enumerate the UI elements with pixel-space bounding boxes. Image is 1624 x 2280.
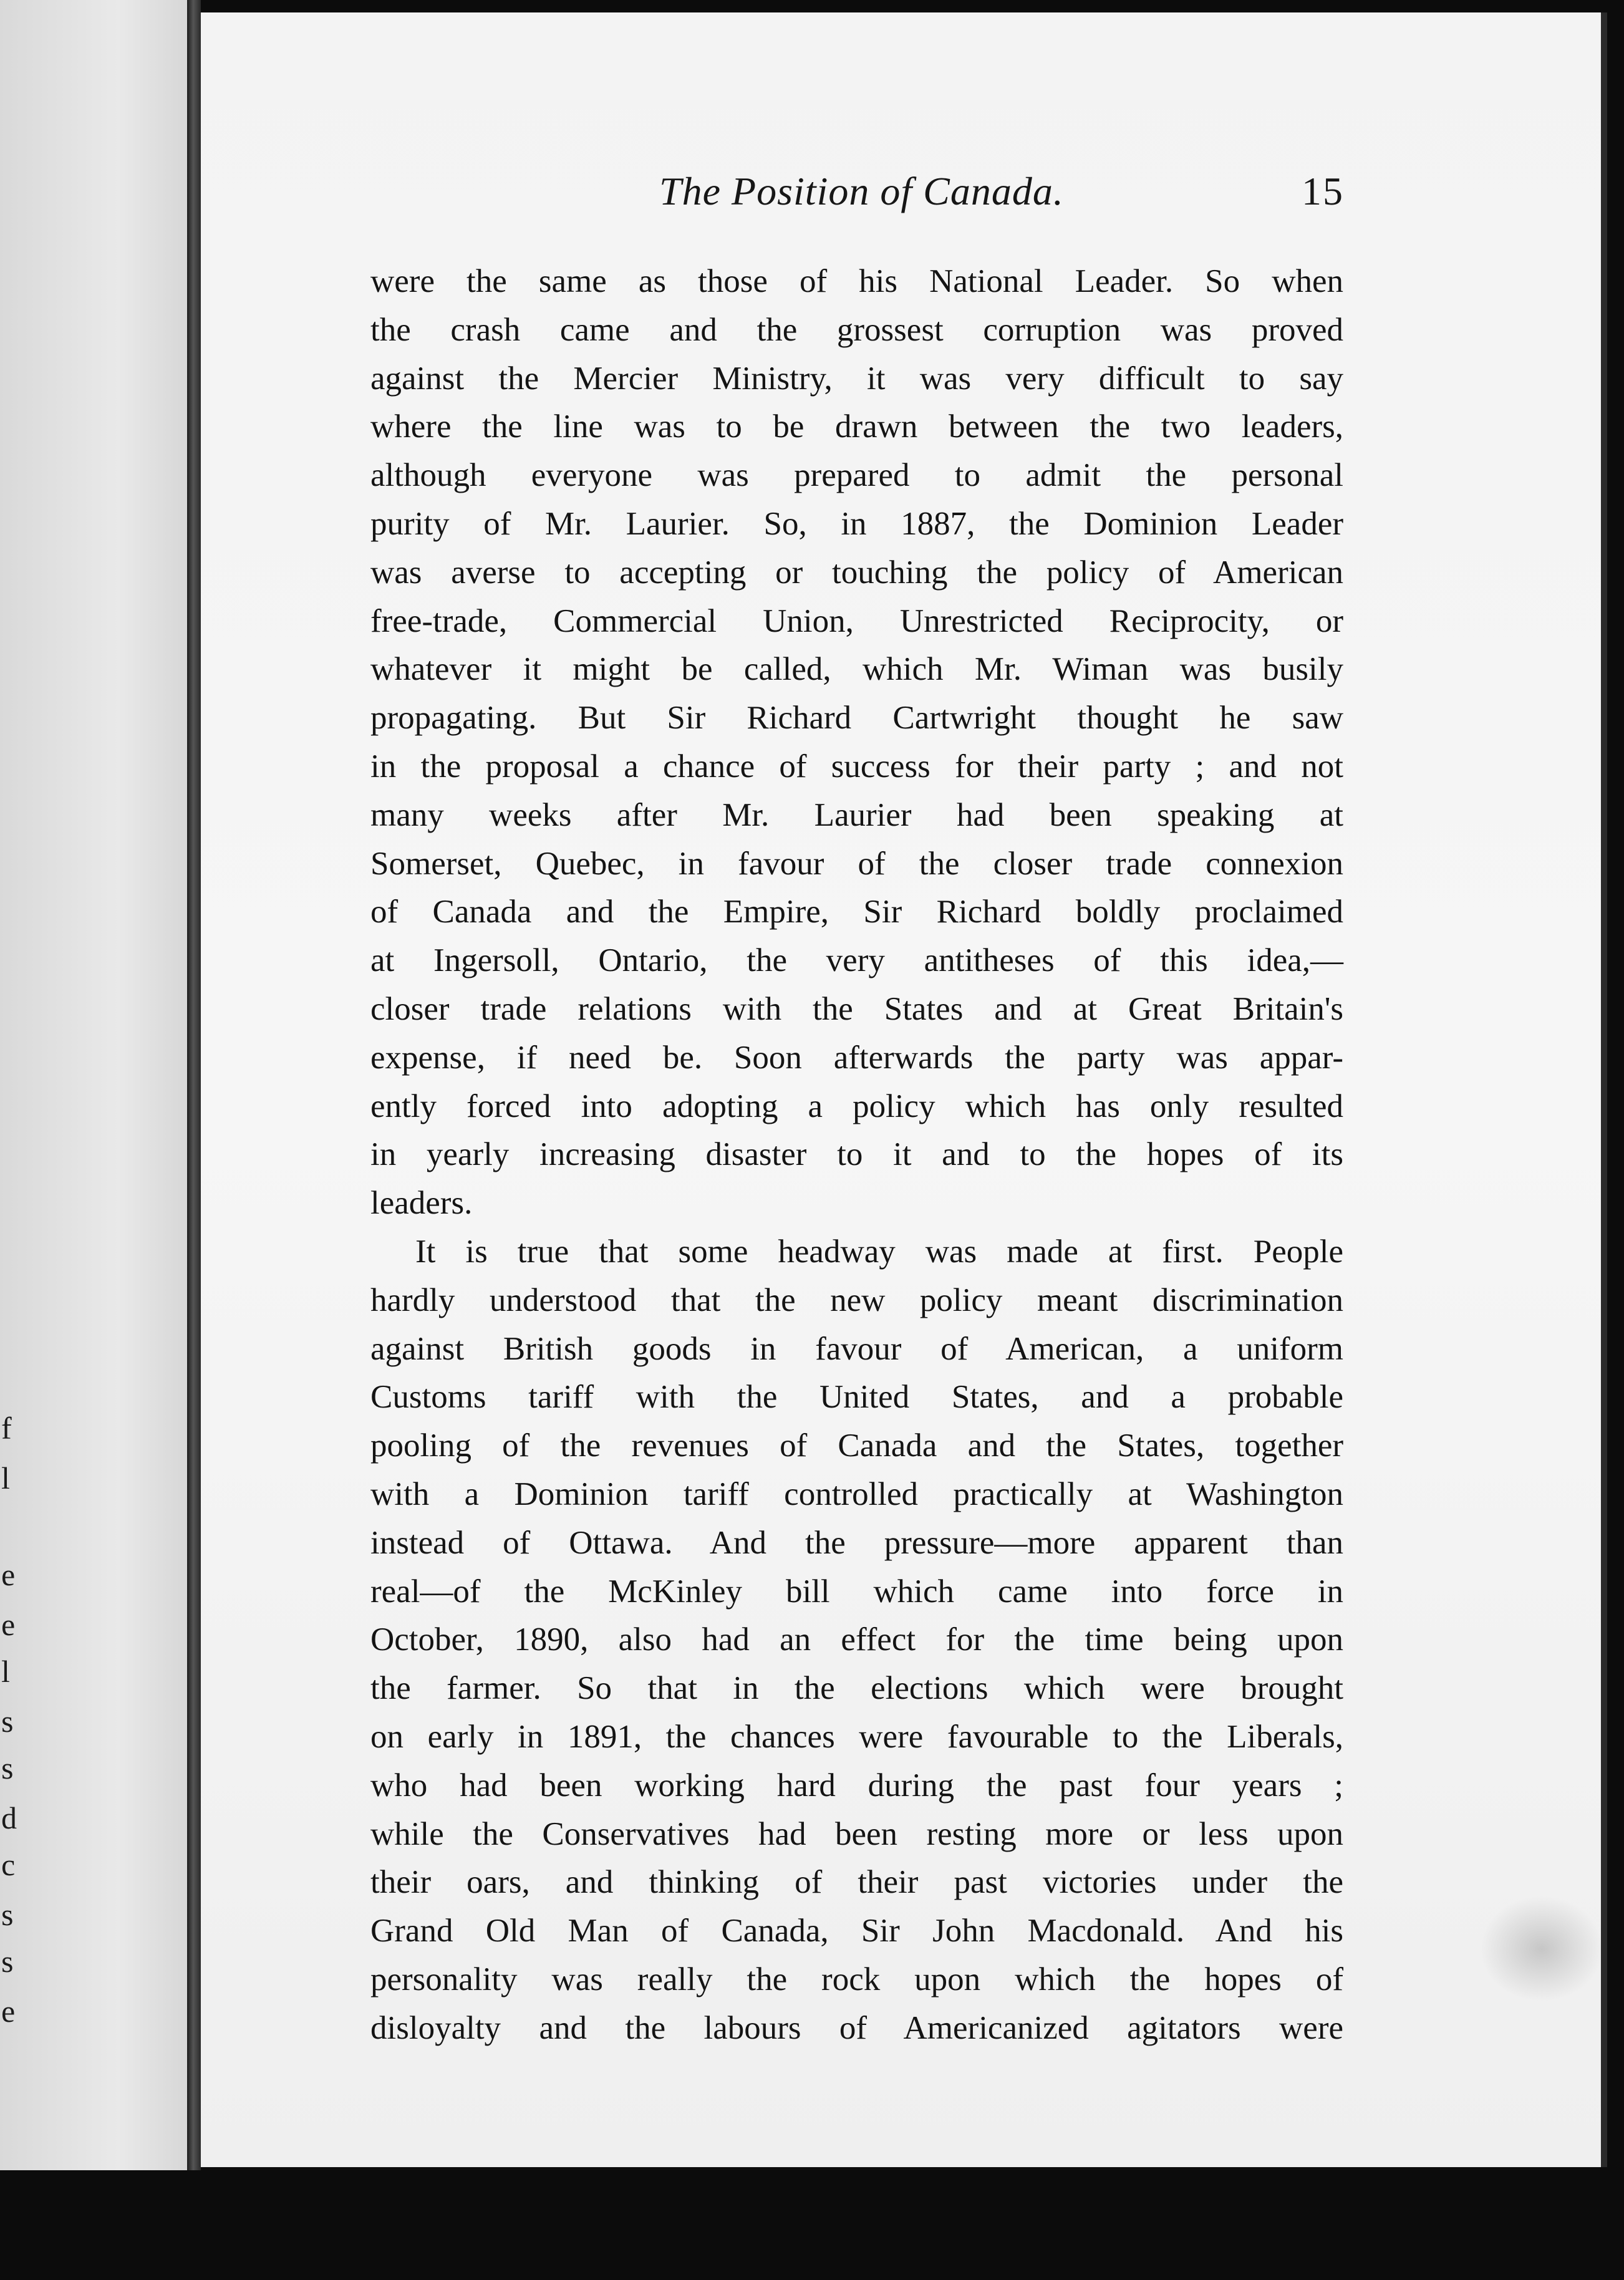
binding-fold xyxy=(187,0,201,2170)
previous-page-margin-text xyxy=(0,0,19,2170)
text-line: October, 1890, also had an effect for the time being upon xyxy=(370,1621,1343,1658)
margin-letter: d xyxy=(1,1800,17,1835)
text-line: disloyalty and the labours of Americanized agitators were xyxy=(370,2009,1343,2046)
text-line: pooling of the revenues of Canada and the States, together xyxy=(370,1427,1343,1464)
text-line: personality was really the rock upon which the hopes of xyxy=(370,1961,1343,1997)
text-line: were the same as those of his National Leader. So when xyxy=(370,263,1343,299)
text-line: propagating. But Sir Richard Cartwright thought he saw xyxy=(370,700,1343,737)
text-line: Grand Old Man of Canada, Sir John Macdonald. And his xyxy=(370,1913,1343,1949)
text-line: at Ingersoll, Ontario, the very antitheses of this idea,— xyxy=(370,942,1343,979)
margin-letter: s xyxy=(1,1751,14,1785)
text-line: whatever it might be called, which Mr. Wiman was busily xyxy=(370,651,1343,688)
text-line: expense, if need be. Soon afterwards the party was appar- xyxy=(370,1039,1343,1076)
text-line: while the Conservatives had been resting more or less upon xyxy=(370,1815,1343,1852)
text-line: purity of Mr. Laurier. So, in 1887, the Dominion Leader xyxy=(370,505,1343,542)
running-head xyxy=(201,168,1370,218)
text-line: the crash came and the grossest corruption was proved xyxy=(370,311,1343,348)
page-number: 15 xyxy=(1302,169,1344,213)
text-line: against the Mercier Ministry, it was very difficult to say xyxy=(370,360,1343,397)
paragraph xyxy=(370,258,1343,1228)
text-line: It is true that some headway was made at first. People xyxy=(415,1233,1343,1270)
text-line: was averse to accepting or touching the policy of American xyxy=(370,554,1343,591)
text-line: on early in 1891, the chances were favourable to the Liberals, xyxy=(370,1718,1343,1755)
margin-letter: e xyxy=(1,1994,16,2029)
text-line: instead of Ottawa. And the pressure—more apparent than xyxy=(370,1524,1343,1561)
margin-letter: s xyxy=(1,1897,14,1932)
margin-letter: l xyxy=(1,1654,10,1689)
text-line: of Canada and the Empire, Sir Richard boldly proclaimed xyxy=(370,894,1343,930)
running-head-title: The Position of Canada. xyxy=(659,169,1064,213)
page-edge-shadow xyxy=(1601,12,1607,2167)
text-line: free-trade, Commercial Union, Unrestricted Reciprocity, or xyxy=(370,602,1343,639)
body-text xyxy=(370,258,1343,2052)
margin-letter: s xyxy=(1,1944,14,1979)
text-line: in yearly increasing disaster to it and to the hopes of its xyxy=(370,1136,1343,1173)
previous-page-edge xyxy=(0,0,198,2170)
paper-stain xyxy=(1479,1896,1604,2002)
text-line: real—of the McKinley bill which came into force in xyxy=(370,1573,1343,1610)
text-line: who had been working hard during the past four years ; xyxy=(370,1767,1343,1804)
text-line: with a Dominion tariff controlled practically at Washington xyxy=(370,1476,1343,1512)
text-line: although everyone was prepared to admit the personal xyxy=(370,457,1343,494)
text-line: closer trade relations with the States and at Great Britain's xyxy=(370,990,1343,1027)
text-line: hardly understood that the new policy meant discrimination xyxy=(370,1282,1343,1318)
text-line: in the proposal a chance of success for their party ; and not xyxy=(370,748,1343,785)
margin-letter: c xyxy=(1,1847,16,1882)
margin-letter: e xyxy=(1,1607,16,1642)
text-line: Somerset, Quebec, in favour of the closer trade connexion xyxy=(370,845,1343,882)
book-page xyxy=(201,12,1607,2167)
paragraph xyxy=(370,1228,1343,2053)
text-line: Customs tariff with the United States, and a probable xyxy=(370,1379,1343,1416)
text-line: many weeks after Mr. Laurier had been speaking at xyxy=(370,796,1343,833)
margin-letter: e xyxy=(1,1557,16,1592)
text-line: ently forced into adopting a policy which has only resulted xyxy=(370,1088,1343,1124)
margin-letter: f xyxy=(1,1411,12,1446)
text-line: their oars, and thinking of their past victories under the xyxy=(370,1864,1343,1901)
text-line: where the line was to be drawn between the two leaders, xyxy=(370,408,1343,445)
text-line: leaders. xyxy=(370,1185,473,1222)
text-line: against British goods in favour of American, a uniform xyxy=(370,1330,1343,1367)
margin-letter: s xyxy=(1,1704,14,1739)
text-line: the farmer. So that in the elections which were brought xyxy=(370,1670,1343,1707)
margin-letter: l xyxy=(1,1461,10,1495)
